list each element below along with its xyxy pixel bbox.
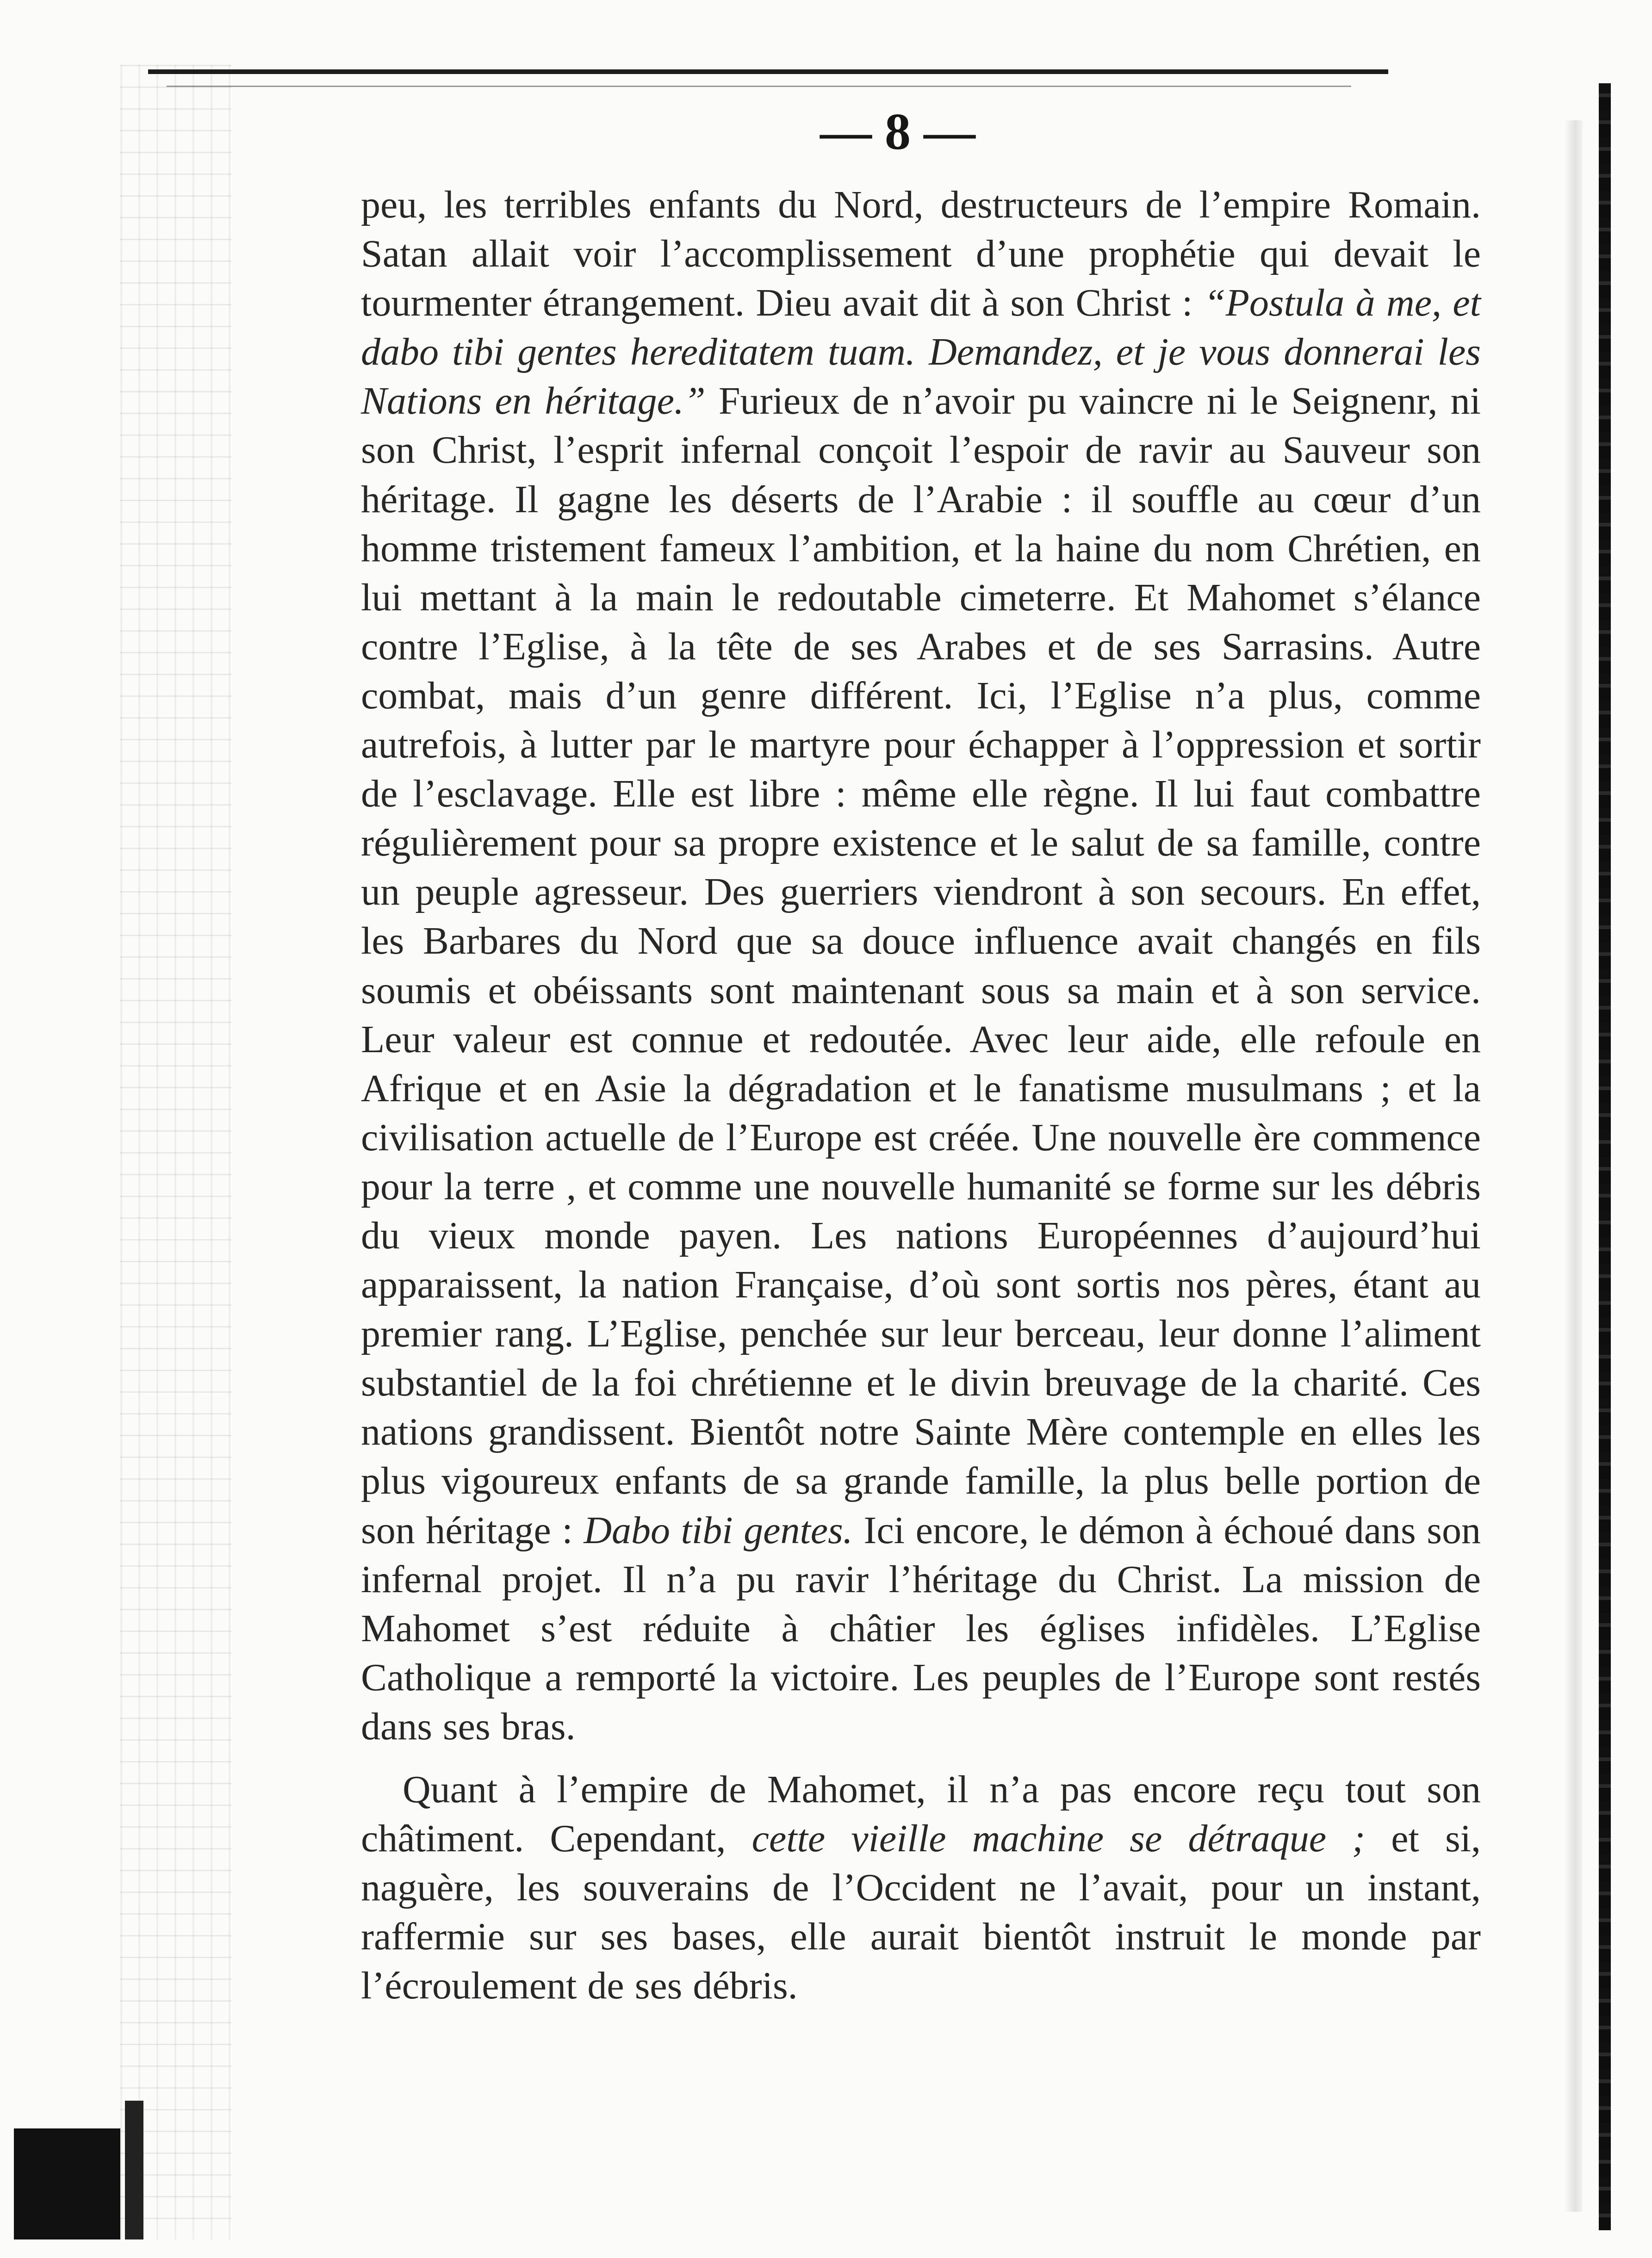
page-number: — 8 — [820,103,975,161]
body-text [361,180,1481,2010]
scan-edge-right [1599,83,1611,2230]
paragraph-2-segment-1: Quant à l’empire de Mahomet, il n’a pas encore reçu tout son châtiment. Cependant, [361,1768,1481,1861]
header-rule [148,69,1388,74]
paragraph-2 [361,1765,1481,2010]
paragraph-2-segment-3: et si, naguère, les souverains de l’Occident ne l’avait, pour un instant, raffermie sur ses bases, elle aurait bientôt instruit le monde par l’écroulement de ses débris. [361,1817,1481,2008]
scan-edge-left [120,65,231,2239]
latin-phrase-dabo: Dabo tibi gentes. [584,1508,853,1552]
latin-quotation: “Postula à me, et dabo tibi gentes hereditatem tuam. Demandez, et je vous donnerai les Nations en héritage.” [361,281,1481,423]
scan-edge-left-block [14,2128,120,2239]
paragraph-1-segment-1: peu, les terribles enfants du Nord, destructeurs de l’empire Romain. Satan allait voir l’accomplissement d’une prophétie qui devait le tourmenter étrangement. Dieu avait dit à son Christ : [361,183,1481,325]
paragraph-1 [361,180,1481,1751]
scan-edge-right-shadow [1564,120,1583,2212]
header-rule-thin [167,86,1351,87]
paragraph-1-segment-3: Furieux de n’avoir pu vaincre ni le Seignenr, ni son Christ, l’esprit infernal conçoit l’espoir de ravir au Sauveur son héritage. Il gagne les déserts de l’Arabie : il souffle au cœur d’un homme tristement fameux l’ambition, et la haine du nom Chrétien, en lui mettant à la main le redoutable cimeterre. Et Mahomet s’élance contre l’Eglise, à la tête de ses Arabes et de ses Sarrasins. Autre combat, mais d’un genre différent. Ici, l’Eglise n’a plus, comme autrefois, à lutter par le martyre pour échapper à l’oppression et sortir de l’esclavage. Elle est libre : même elle règne. Il lui faut combattre régulièrement pour sa propre existence et le salut de sa famille, contre un peuple agresseur. Des guerriers viendront à son secours. En effet, les Barbares du Nord que sa douce influence avait changés en fils soumis et obéissants sont maintenant sous sa main et à son service. Leur valeur est connue et redoutée. Avec leur aide, elle refoule en Afrique et en Asie la dégradation et le fanatisme musulmans ; et la civilisation actuelle de l’Europe est créée. Une nouvelle ère commence pour la terre , et comme une nouvelle humanité se forme sur les débris du vieux monde payen. Les nations Européennes d’aujourd’hui apparaissent, la nation Française, d’où sont sortis nos pères, étant au premier rang. L’Eglise, penchée sur leur berceau, leur donne l’aliment substantiel de la foi chrétienne et le divin breuvage de la charité. Ces nations grandissent. Bientôt notre Sainte Mère contemple en elles les plus vigoureux enfants de sa grande famille, la plus belle portion de son héritage : [361,379,1481,1552]
italic-phrase-machine: cette vieille machine se détraque ; [751,1817,1366,1861]
scan-edge-left-bar [125,2101,143,2239]
paragraph-1-segment-5: Ici encore, le démon à échoué dans son infernal projet. Il n’a pu ravir l’héritage du Christ. La mission de Mahomet s’est réduite à châtier les églises infidèles. L’Eglise Catholique a remporté la victoire. Les peuples de l’Europe sont restés dans ses bras. [361,1508,1481,1748]
